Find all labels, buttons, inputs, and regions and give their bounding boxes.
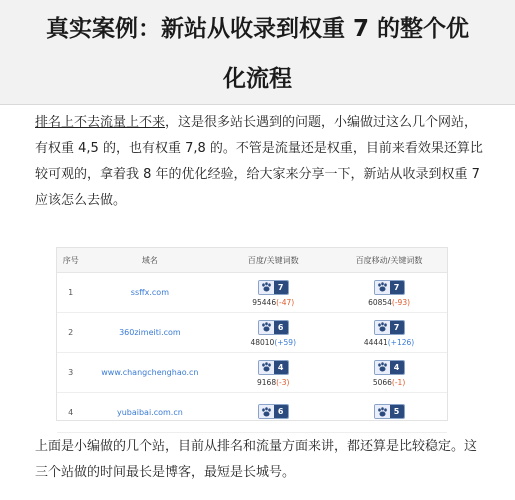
keyword-count [332,298,446,307]
rank-badge [258,320,289,335]
keyword-total: 9168 [257,377,277,387]
rank-table [57,248,447,433]
row-index: 3 [57,353,84,393]
article-title-line-2: 化流程 [223,66,292,92]
keyword-total: 44441 [363,337,388,347]
rank-badge [374,320,405,335]
baidu-mobile-rank-cell [331,313,447,353]
keyword-delta: (-3) [276,377,290,387]
rank-value: 6 [274,405,288,418]
baidu-paw-icon [259,361,274,374]
keyword-count [216,338,330,347]
baidu-rank-cell [215,273,331,313]
intro-paragraph [35,110,485,214]
header-baidu-mobile: 百度移动/关键词数 [331,248,447,273]
baidu-mobile-rank-cell [331,273,447,313]
table-row [57,353,447,393]
baidu-mobile-rank-cell [331,393,447,433]
keyword-count [332,338,446,347]
rank-badge [374,360,405,375]
rank-value: 6 [274,321,288,334]
keyword-total: 60854 [368,297,392,307]
row-domain: 360zimeiti.com [84,313,215,353]
row-index: 2 [57,313,84,353]
table-header-row [57,248,447,273]
keyword-delta: (-1) [391,377,406,387]
baidu-paw-icon [259,405,274,418]
rank-badge [374,404,405,419]
rank-badge [258,360,289,375]
keyword-count [216,378,330,387]
outro-paragraph: 上面是小编做的几个站，目前从排名和流量方面来讲，都还算是比较稳定。这三个站做的时间最长是博客，最短是长城号。 [35,439,478,480]
baidu-rank-cell [215,393,331,433]
rank-badge [258,404,289,419]
rank-value: 5 [390,405,404,418]
keyword-total: 5066 [372,377,392,387]
row-index: 1 [57,273,84,313]
keyword-count [216,298,330,307]
baidu-rank-cell [215,313,331,353]
keyword-delta: (+59) [274,337,296,347]
row-index: 4 [57,393,84,433]
rank-value: 7 [390,321,404,334]
article-title-line-1: 真实案例：新站从收录到权重 7 的整个优 [45,16,470,42]
header-index: 序号 [57,248,84,273]
row-domain: yubaibai.com.cn [84,393,215,433]
baidu-paw-icon [375,321,390,334]
table-row [57,273,447,313]
rank-value: 7 [390,281,404,294]
header-domain: 域名 [84,248,215,273]
baidu-paw-icon [259,321,274,334]
baidu-paw-icon [375,361,390,374]
keyword-delta: (-47) [276,297,295,307]
site-rank-table [56,247,448,421]
keyword-total: 48010 [250,337,275,347]
rank-value: 4 [390,361,404,374]
table-row [57,393,447,433]
row-domain: www.changchenghao.cn [84,353,215,393]
baidu-paw-icon [375,405,390,418]
rank-value: 4 [274,361,288,374]
header-baidu: 百度/关键词数 [215,248,331,273]
keyword-count [332,378,446,387]
rank-value: 7 [274,281,288,294]
keyword-delta: (+126) [387,337,415,347]
rank-badge [374,280,405,295]
keyword-delta: (-93) [391,297,411,307]
table-row [57,313,447,353]
keyword-total: 95446 [252,297,277,307]
baidu-rank-cell [215,353,331,393]
rank-badge [258,280,289,295]
row-domain: ssffx.com [84,273,215,313]
baidu-paw-icon [259,281,274,294]
baidu-mobile-rank-cell [331,353,447,393]
intro-underlined-phrase: 排名上不去流量上不来 [35,115,166,130]
article-title-bar [0,0,515,105]
baidu-paw-icon [375,281,390,294]
intro-text: ，这是很多站长遇到的问题，小编做过这么几个网站，有权重 4,5 的，也有权重 7,8 的。不管是流量还是权重，目前来看效果还算比较可观的，拿着我 8 年的优化经验，给大家来分享一下，新站从收录到权重 7 应该怎么去做。 [35,115,483,208]
